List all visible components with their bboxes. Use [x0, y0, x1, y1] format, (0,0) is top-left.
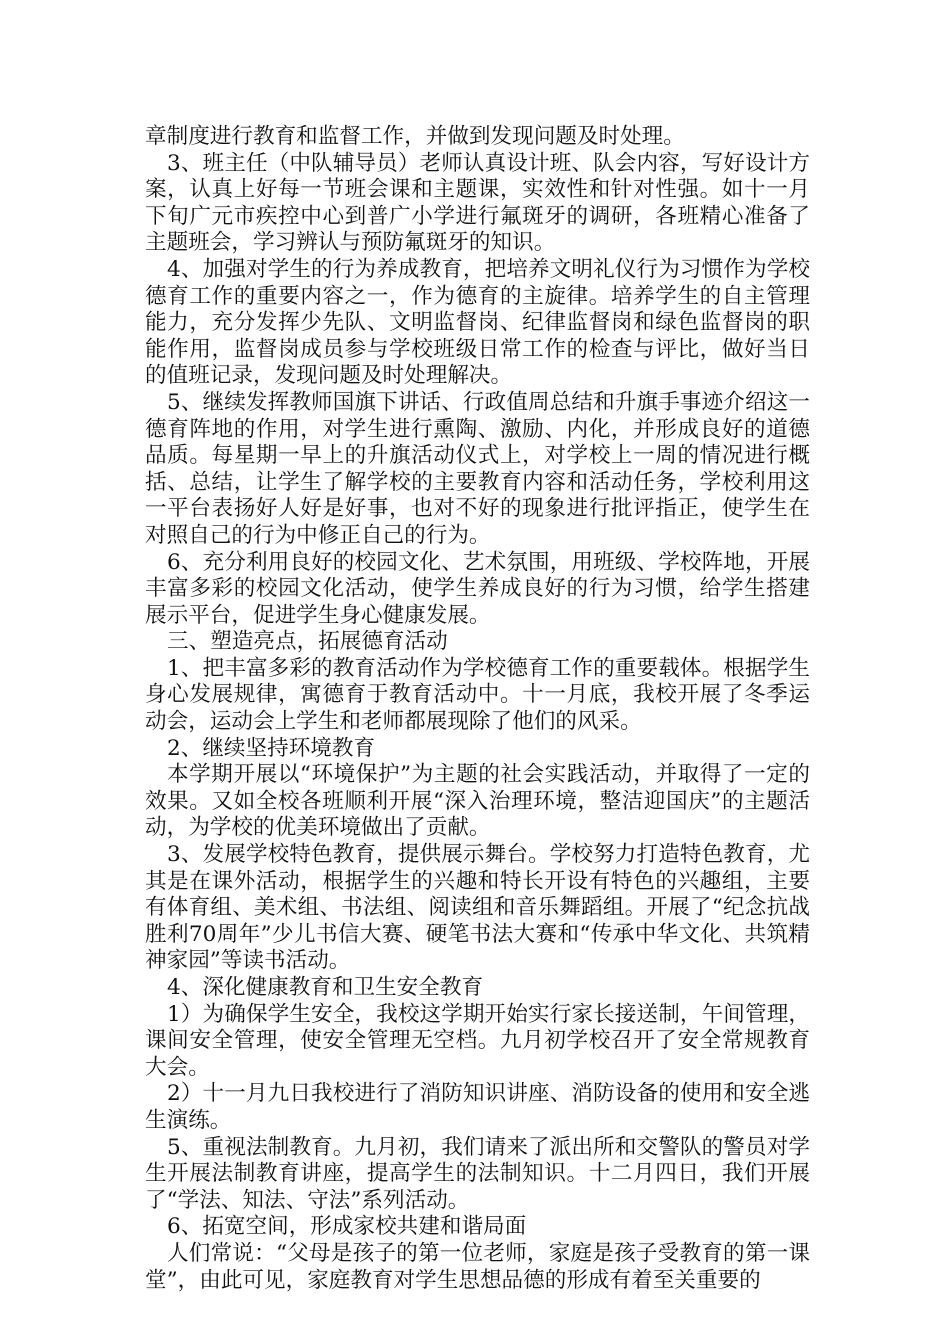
paragraph: 4、加强对学生的行为养成教育，把培养文明礼仪行为习惯作为学校德育工作的重要内容之一，作为德育的主旋律。培养学生的自主管理能力，充分发挥少先队、文明监督岗、纪律监督岗和绿色监督岗的职能作用，监督岗成员参与学校班级日常工作的检查与评比，做好当日的值班记录，发现问题及时处理解决。: [145, 256, 810, 389]
paragraph: 5、继续发挥教师国旗下讲话、行政值周总结和升旗手事迹介绍这一德育阵地的作用，对学生进行熏陶、激励、内化，并形成良好的道德品质。每星期一早上的升旗活动仪式上，对学校上一周的情况进行概括、总结，让学生了解学校的主要教育内容和活动任务，学校利用这一平台表扬好人好是好事，也对不好的现象进行批评指正，使学生在对照自己的行为中修正自己的行为。: [145, 389, 810, 548]
paragraph: 本学期开展以“环境保护”为主题的社会实践活动，并取得了一定的效果。又如全校各班顺利开展“深入治理环境，整洁迎国庆”的主题活动，为学校的优美环境做出了贡献。: [145, 762, 810, 841]
document-page: [145, 124, 810, 1294]
paragraph: 5、重视法制教育。九月初，我们请来了派出所和交警队的警员对学生开展法制教育讲座，提高学生的法制知识。十二月四日，我们开展了“学法、知法、守法”系列活动。: [145, 1134, 810, 1213]
subsection-heading: 4、深化健康教育和卫生安全教育: [167, 975, 484, 1000]
paragraph: 3、班主任（中队辅导员）老师认真设计班、队会内容，写好设计方案，认真上好每一节班会课和主题课，实效性和针对性强。如十一月下旬广元市疾控中心到普广小学进行氟斑牙的调研，各班精心准备了主题班会，学习辨认与预防氟斑牙的知识。: [145, 150, 810, 256]
paragraph: 1）为确保学生安全，我校这学期开始实行家长接送制，午间管理，课间安全管理，使安全管理无空档。九月初学校召开了安全常规教育大会。: [145, 1001, 810, 1080]
paragraph: 6、充分利用良好的校园文化、艺术氛围，用班级、学校阵地，开展丰富多彩的校园文化活动，使学生养成良好的行为习惯，给学生搭建展示平台，促进学生身心健康发展。: [145, 549, 810, 628]
paragraph: 人们常说：“父母是孩子的第一位老师，家庭是孩子受教育的第一课堂”，由此可见，家庭教育对学生思想品德的形成有着至关重要的: [145, 1240, 810, 1293]
paragraph: 3、发展学校特色教育，提供展示舞台。学校努力打造特色教育，尤其是在课外活动，根据学生的兴趣和特长开设有特色的兴趣组，主要有体育组、美术组、书法组、阅读组和音乐舞蹈组。开展了“纪念抗战胜利70周年”少儿书信大赛、硬笔书法大赛和“传承中华文化、共筑精神家园”等读书活动。: [145, 842, 810, 974]
subsection-heading: 6、拓宽空间，形成家校共建和谐局面: [167, 1214, 527, 1240]
paragraph: 1、把丰富多彩的教育活动作为学校德育工作的重要载体。根据学生身心发展规律，寓德育于教育活动中。十一月底，我校开展了冬季运动会，运动会上学生和老师都展现除了他们的风采。: [145, 655, 810, 735]
subsection-heading: 2、继续坚持环境教育: [167, 735, 376, 761]
paragraph: 2）十一月九日我校进行了消防知识讲座、消防设备的使用和安全逃生演练。: [145, 1081, 810, 1133]
section-heading: 三、塑造亮点，拓展德育活动: [167, 629, 448, 655]
paragraph: 章制度进行教育和监督工作，并做到发现问题及时处理。: [145, 124, 685, 149]
